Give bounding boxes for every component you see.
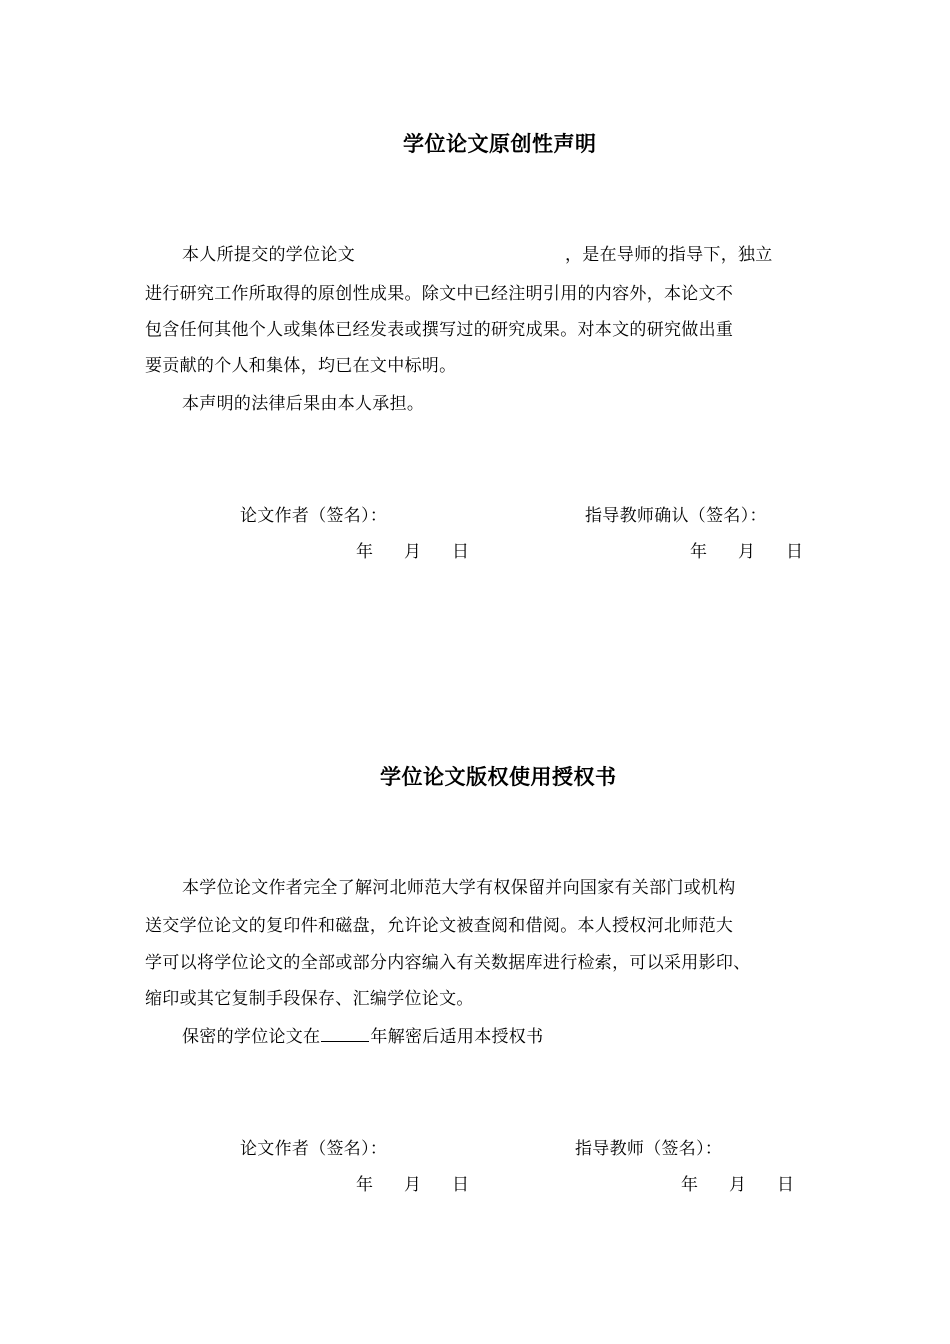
authorization-author-date-year: 年 (356, 1175, 373, 1195)
declaration-advisor-date-day: 日 (786, 542, 803, 562)
authorization-author-date-month: 月 (404, 1175, 421, 1195)
authorization-advisor-date-month: 月 (729, 1175, 746, 1195)
authorization-author-signature-label: 论文作者（签名）： (240, 1139, 388, 1159)
declaration-para1-line3: 包含任何其他个人或集体已经发表或撰写过的研究成果。对本文的研究做出重 (145, 320, 734, 340)
declaration-advisor-date-year: 年 (690, 542, 707, 562)
authorization-para1-line4: 缩印或其它复制手段保存、汇编学位论文。 (145, 989, 474, 1009)
declaration-para1-line2: 进行研究工作所取得的原创性成果。除文中已经注明引用的内容外，本论文不 (145, 284, 734, 304)
authorization-advisor-date-year: 年 (681, 1175, 698, 1195)
declaration-para1-line1-end: ，是在导师的指导下，独立 (565, 245, 773, 265)
declaration-author-date-month: 月 (404, 542, 421, 562)
declaration-para1-line1-start: 本人所提交的学位论文 (182, 245, 355, 265)
declaration-title: 学位论文原创性声明 (403, 132, 597, 156)
authorization-para1-line2: 送交学位论文的复印件和磁盘，允许论文被查阅和借阅。本人授权河北师范大 (145, 916, 734, 936)
declaration-advisor-signature-label: 指导教师确认（签名）： (585, 506, 767, 526)
authorization-para2-end: 年解密后适用本授权书 (370, 1027, 544, 1047)
declaration-para2: 本声明的法律后果由本人承担。 (182, 394, 425, 414)
authorization-para2-start: 保密的学位论文在 (182, 1027, 321, 1047)
declaration-author-signature-label: 论文作者（签名）： (240, 506, 388, 526)
authorization-author-date-day: 日 (452, 1175, 469, 1195)
declaration-para1-line1 (182, 246, 773, 264)
declaration-advisor-date-month: 月 (738, 542, 755, 562)
declaration-author-date-day: 日 (452, 542, 469, 562)
confidential-years-blank (321, 1027, 369, 1042)
authorization-advisor-date-day: 日 (777, 1175, 794, 1195)
authorization-advisor-signature-label: 指导教师（签名）： (575, 1139, 723, 1159)
declaration-para1-line4: 要贡献的个人和集体，均已在文中标明。 (145, 356, 457, 376)
authorization-para1-line1: 本学位论文作者完全了解河北师范大学有权保留并向国家有关部门或机构 (182, 878, 736, 898)
declaration-author-date-year: 年 (356, 542, 373, 562)
authorization-para1-line3: 学可以将学位论文的全部或部分内容编入有关数据库进行检索，可以采用影印、 (145, 953, 751, 973)
authorization-title: 学位论文版权使用授权书 (380, 765, 617, 789)
authorization-para2 (182, 1027, 543, 1046)
